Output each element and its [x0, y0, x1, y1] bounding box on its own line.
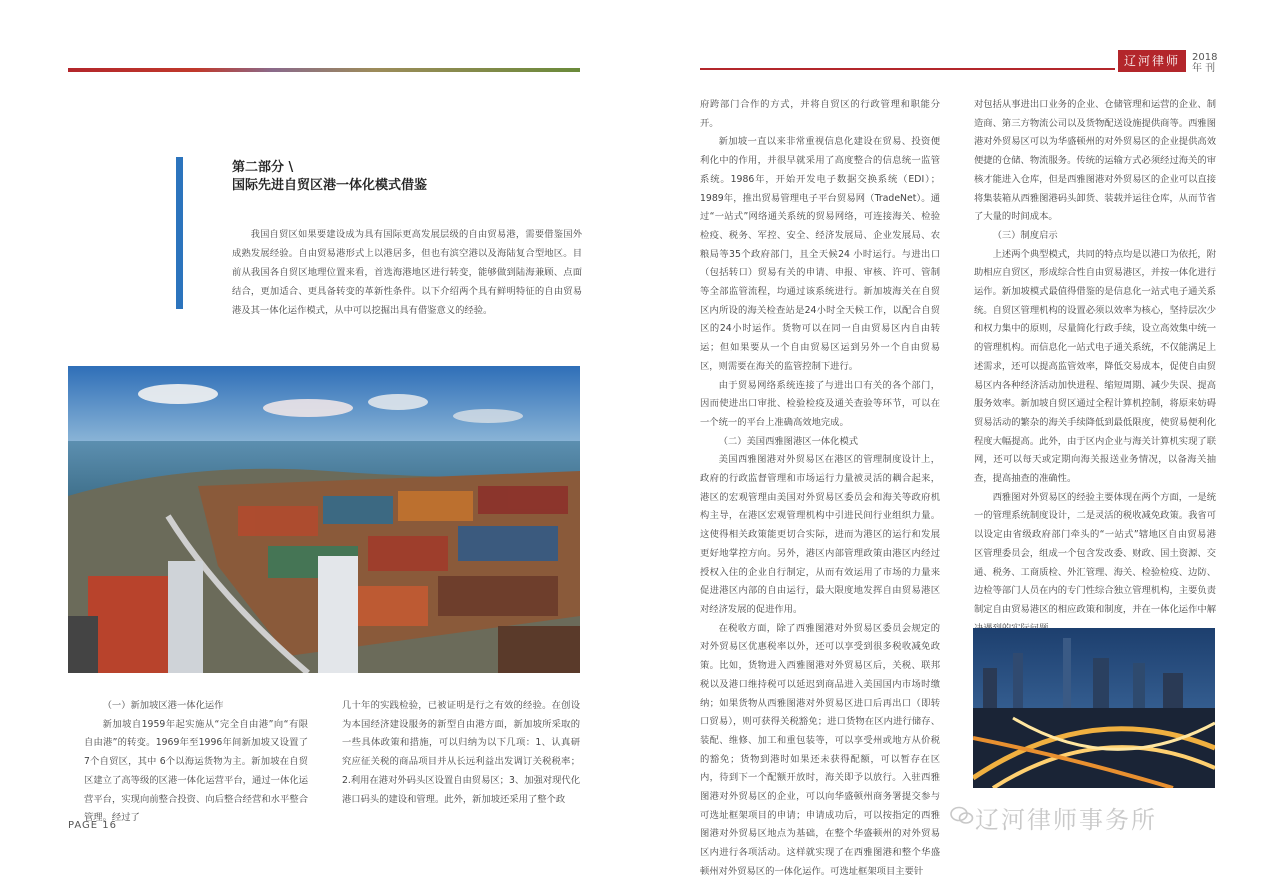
paragraph: 在税收方面，除了西雅图港对外贸易区委员会规定的对外贸易区优惠税率以外，还可以享受到很多税收减免政策。比如，货物进入西雅图港对外贸易区后，关税、联邦税以及港口维持税可以延迟到商品进入美国国内市场时缴纳；如果货物从西雅图港对外贸易区进口后再出口（即转口贸易），则可获得关税豁免；进口货物在区内进行储存、装配、维修、加工和重包装等，可以享受州或地方从价税的豁免；货物到港时如果还未获得配额，可以暂存在区内，待到下一个配额开放时，海关即予以放行。入驻西雅图港对外贸易区的企业，可以向华盛顿州商务署提交参与可选址框架项目的申请；申请成功后，可以按指定的西雅图港对外贸易区地点为基础，在整个华盛顿州的对外贸易区内进行各项活动。这样就实现了在西雅图港和整个华盛顿州对外贸易区的一体化运作。可选址框架项目主要针 — [700, 622, 940, 877]
paragraph: 美国西雅图港对外贸易区在港区的管理制度设计上，政府的行政监督管理和市场运行力量被灵活的耦合起来，港区的宏观管理由美国对外贸易区委员会和海关等政府机构主导，在港区宏观管理机构中引进民间行业组织力量。这使得相关政策能更切合实际，进而为港区的运行和发展更好地掌控方向。另外，港区内部管理政策由港区内经过授权入住的企业自行制定，从而有效运用了市场的力量来促进港区内部的自由运行，最大限度地发挥自由贸易港区对经济发展的促进作用。 — [700, 454, 940, 615]
body-column-3 — [700, 96, 940, 882]
body-column-4 — [974, 96, 1216, 638]
paragraph: 由于贸易网络系统连接了与进出口有关的各个部门，因而使进出口审批、检验检疫及通关查验等环节，可以在一个统一的平台上准确高效地完成。 — [700, 379, 940, 428]
port-photo — [68, 366, 580, 673]
paragraph: 府跨部门合作的方式，并将自贸区的行政管理和职能分开。 — [700, 99, 940, 129]
subheading-singapore: （一）新加坡区港一体化运作 — [102, 700, 224, 711]
top-color-rule — [68, 68, 580, 72]
watermark-text: 辽河律师事务所 — [975, 806, 1157, 834]
paragraph: 对包括从事进出口业务的企业、仓储管理和运营的企业、制造商、第三方物流公司以及货物配送设施提供商等。西雅图港对外贸易区可以为华盛顿州的对外贸易区的企业提供高效便捷的仓储、物流服务。传统的运输方式必须经过海关的审核才能进入仓库，但是西雅图港对外贸易区的企业可以直接将集装箱从西雅图港码头卸货、装载并运往仓库，从而节省了大量的时间成本。 — [974, 99, 1216, 223]
page-number: PAGE 16 — [68, 820, 118, 831]
body-column-2 — [342, 697, 580, 809]
wechat-icon — [950, 806, 974, 830]
paragraph: 上述两个典型模式，共同的特点均是以港口为依托，附助相应自贸区，形成综合性自由贸易港区，并按一体化进行运作。新加坡模式最值得借鉴的是信息化一站式电子通关系统。自贸区管理机构的设置必须以效率为核心，坚持层次少和权力集中的原则，尽量简化行政手续，设立高效集中统一的管理机构。而信息化一站式电子通关系统，不仅能满足上述需求，还可以提高监管效率，降低交易成本，促使自由贸易区内各种经济活动加快进程、缩短周期、减少失误、提高服务效率。新加坡自贸区通过全程计算机控制，将原来妨碍贸易活动的繁杂的海关手续降低到最低限度，使贸易便利化程度大幅提高。此外，由于区内企业与海关计算机实现了联网，还可以每天或定期向海关报送业务情况，以备海关抽查，提高抽查的准确性。 — [974, 248, 1216, 485]
section-accent-bar — [176, 157, 183, 309]
subheading-lessons: （三）制度启示 — [992, 229, 1058, 241]
paragraph: 西雅图对外贸易区的经验主要体现在两个方面，一是统一的管理系统制度设计，二是灵活的税收减免政策。我省可以设定由省级政府部门牵头的“一站式”辖地区自由贸易港区管理委员会，组成一个包含发改委、财政、国土资源、交通、税务、工商质检、外汇管理、海关、检验检疫、边防、边检等部门人员在内的专门性综合独立管理机构，主要负责制定自由贸易港区的相应政策和制度，并在一体化运作中解 — [974, 491, 1216, 615]
paragraph: 新加坡自1959年起实施从“完全自由港”向“有限自由港”的转变。1969年至1996年间新加坡又设置了7个自贸区，其中 6个以海运货物为主。新加坡在自贸区建立了高等级的区港一体化运营平台，通过一体化运营平台，实现向前整合投资、向后整合经营和水平整合管理。经过了 — [84, 718, 308, 824]
intro-paragraph: 我国自贸区如果要建设成为具有国际更高发展层级的自由贸易港，需要借鉴国外成熟发展经验。自由贸易港形式上以港居多，但也有滨空港以及海陆复合型地区。目前从我国各自贸区地理位置来看，首选海港地区进行转变，能够做到陆海兼顾、点面结合，更加适合、更具备转变的革新性条件。以下介绍两个具有鲜明特征的自由贸易港及其一体化运作模式，从中可以挖掘出具有借鉴意义的经验。 — [232, 229, 582, 316]
section-part-label: 第二部分 \ — [232, 160, 294, 175]
section-title: 国际先进自贸区港一体化模式借鉴 — [232, 178, 428, 193]
brand-logo: 辽河律师 — [1118, 50, 1186, 72]
header-rule — [700, 68, 1115, 70]
paragraph: 几十年的实践检验，已被证明是行之有效的经验。在创设为本国经济建设服务的新型自由港方面，新加坡所采取的一些具体政策和措施，可以归纳为以下几项：1、认真研究应征关税的商品项目并从长远利益出发调订关税税率；2.利用在港对外码头区设置自由贸易区；3、加强对现代化港口码头的建设和管理。此外，新加坡还采用了整个政 — [342, 700, 580, 805]
subheading-seattle: （二）美国西雅图港区一体化模式 — [718, 435, 859, 447]
body-column-1 — [84, 697, 308, 828]
year-label — [1192, 52, 1217, 74]
paragraph: 新加坡一直以来非常重视信息化建设在贸易、投资便利化中的作用，并很早就采用了高度整合的信息统一监管系统。1986年，开始开发电子数据交换系统（EDI）；1989年，推出贸易管理电子平台贸易网（TradeNet）。通过“一站式”网络通关系统的贸易网络，可连接海关、检验检疫、税务、军控、安全、经济发展局、企业发展局、农粮局等35个政府部门，且全天候24 小时运行。与进出口（包括转口）贸易有关的申请、申报、审核、许可、管制等全部监管流程，均通过该系统进行。新加坡海关在自贸区内所设的海关检查站是24小时全天候工作，以配合自贸区的24小时运作。货物可以在同一自由贸易区内自由转运；但如果要从一个自由贸易区运到另外一个自由贸易区，则需要在海关的监管控制下进行。 — [700, 136, 940, 372]
city-night-photo — [973, 628, 1215, 788]
year-suffix: 年 刊 — [1192, 63, 1216, 74]
year-number: 2018 — [1192, 52, 1218, 63]
